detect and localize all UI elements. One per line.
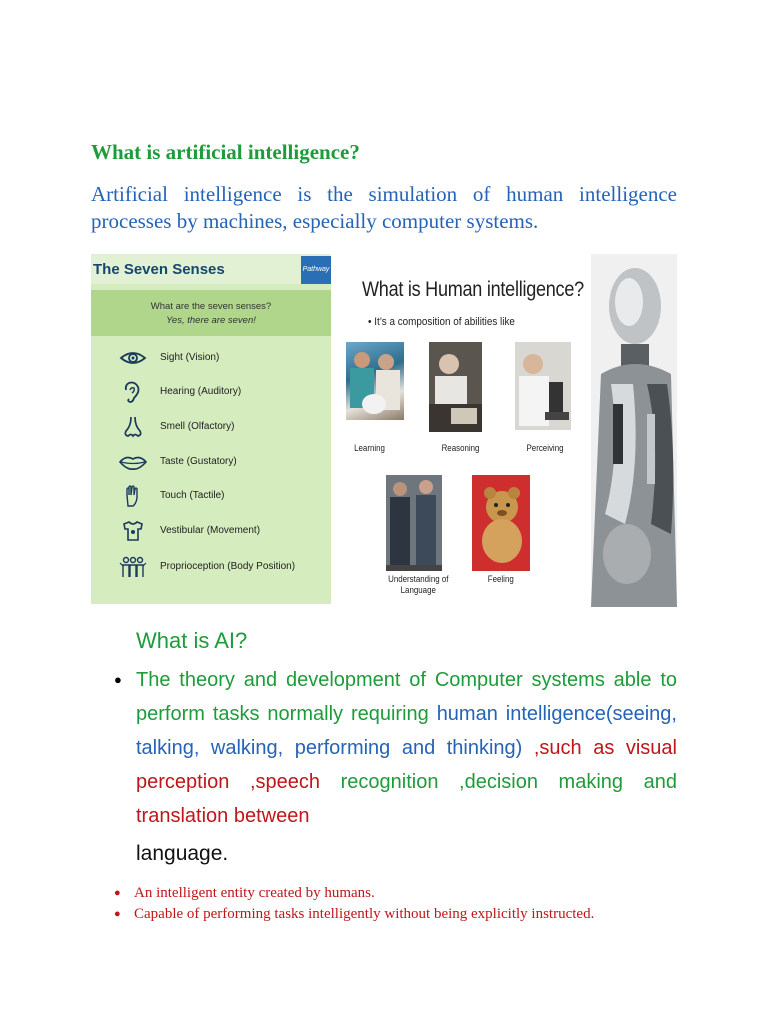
senses-title: The Seven Senses [93, 261, 225, 278]
sense-item [91, 518, 331, 548]
sense-label: Smell (Olfactory) [160, 421, 235, 432]
sense-label: Hearing (Auditory) [160, 386, 242, 397]
slide-title: What is Human intelligence? [362, 278, 584, 301]
people-icon [119, 556, 147, 578]
ai-definition-part2: human intelligence(seeing, talking, walking, performing and thinking) [136, 703, 677, 759]
sense-item [91, 379, 331, 409]
caption-feeling: Feeling [487, 574, 514, 584]
ai-definition-part5: translation between [136, 805, 310, 827]
lips-icon [119, 451, 147, 473]
slide-subtitle: • It’s a composition of abilities like [368, 316, 515, 328]
learning-photo [346, 342, 404, 420]
ai-definition-part1: The theory and development of Computer systems able to perform tasks normally requiring [136, 669, 677, 725]
sense-label: Taste (Gustatory) [160, 456, 237, 467]
caption-perceiving: Perceiving [526, 443, 564, 453]
nose-icon [119, 416, 147, 438]
perceiving-photo [515, 342, 571, 430]
understanding-photo [386, 475, 442, 571]
page-heading: What is artificial intelligence? [91, 140, 360, 164]
bullet-icon: ● [114, 887, 121, 899]
caption-understanding-line2: Language [400, 585, 436, 595]
pathway-logo: Pathway [301, 256, 331, 284]
caption-understanding-line1: Understanding of [388, 574, 449, 584]
ai-definition-part3: ,such as visual perception ,speech [136, 737, 677, 793]
list-item-text: Capable of performing tasks intelligently without being explicitly instructed. [134, 906, 595, 922]
ai-definition-part6: language. [136, 842, 229, 865]
sense-label: Vestibular (Movement) [160, 525, 261, 536]
bullet-list [114, 883, 594, 925]
reasoning-photo [429, 342, 482, 432]
sense-label: Proprioception (Body Position) [160, 561, 296, 572]
intro-paragraph: Artificial intelligence is the simulation of human intelligence processes by machines, especially computer systems. [91, 182, 677, 233]
caption-understanding [388, 574, 448, 596]
senses-question: What are the seven senses? [150, 301, 272, 312]
robot-image [591, 254, 677, 607]
ai-section-title: What is AI? [136, 628, 248, 653]
hand-icon [119, 485, 147, 507]
caption-reasoning: Reasoning [441, 443, 480, 453]
sense-item [91, 483, 331, 513]
bullet-icon: ● [114, 672, 122, 687]
sense-label: Sight (Vision) [160, 352, 220, 363]
seven-senses-image [91, 254, 331, 604]
bullet-icon: ● [114, 908, 121, 920]
body-movement-icon [119, 520, 147, 542]
list-item [114, 883, 594, 904]
ai-definition [136, 663, 677, 871]
sense-item [91, 414, 331, 444]
sense-item [91, 345, 331, 375]
ai-definition-part4: recognition ,decision making and [320, 771, 677, 793]
sense-label: Touch (Tactile) [160, 490, 225, 501]
senses-answer: Yes, there are seven! [166, 315, 256, 326]
caption-learning: Learning [354, 443, 385, 453]
senses-title-bar [91, 254, 331, 284]
feeling-photo [472, 475, 530, 571]
senses-question-box [91, 290, 331, 336]
human-intelligence-image [346, 254, 592, 607]
eye-icon [119, 347, 147, 369]
list-item [114, 904, 594, 925]
sense-item [91, 449, 331, 479]
sense-item [91, 554, 331, 584]
ear-icon [119, 381, 147, 403]
list-item-text: An intelligent entity created by humans. [134, 885, 375, 901]
